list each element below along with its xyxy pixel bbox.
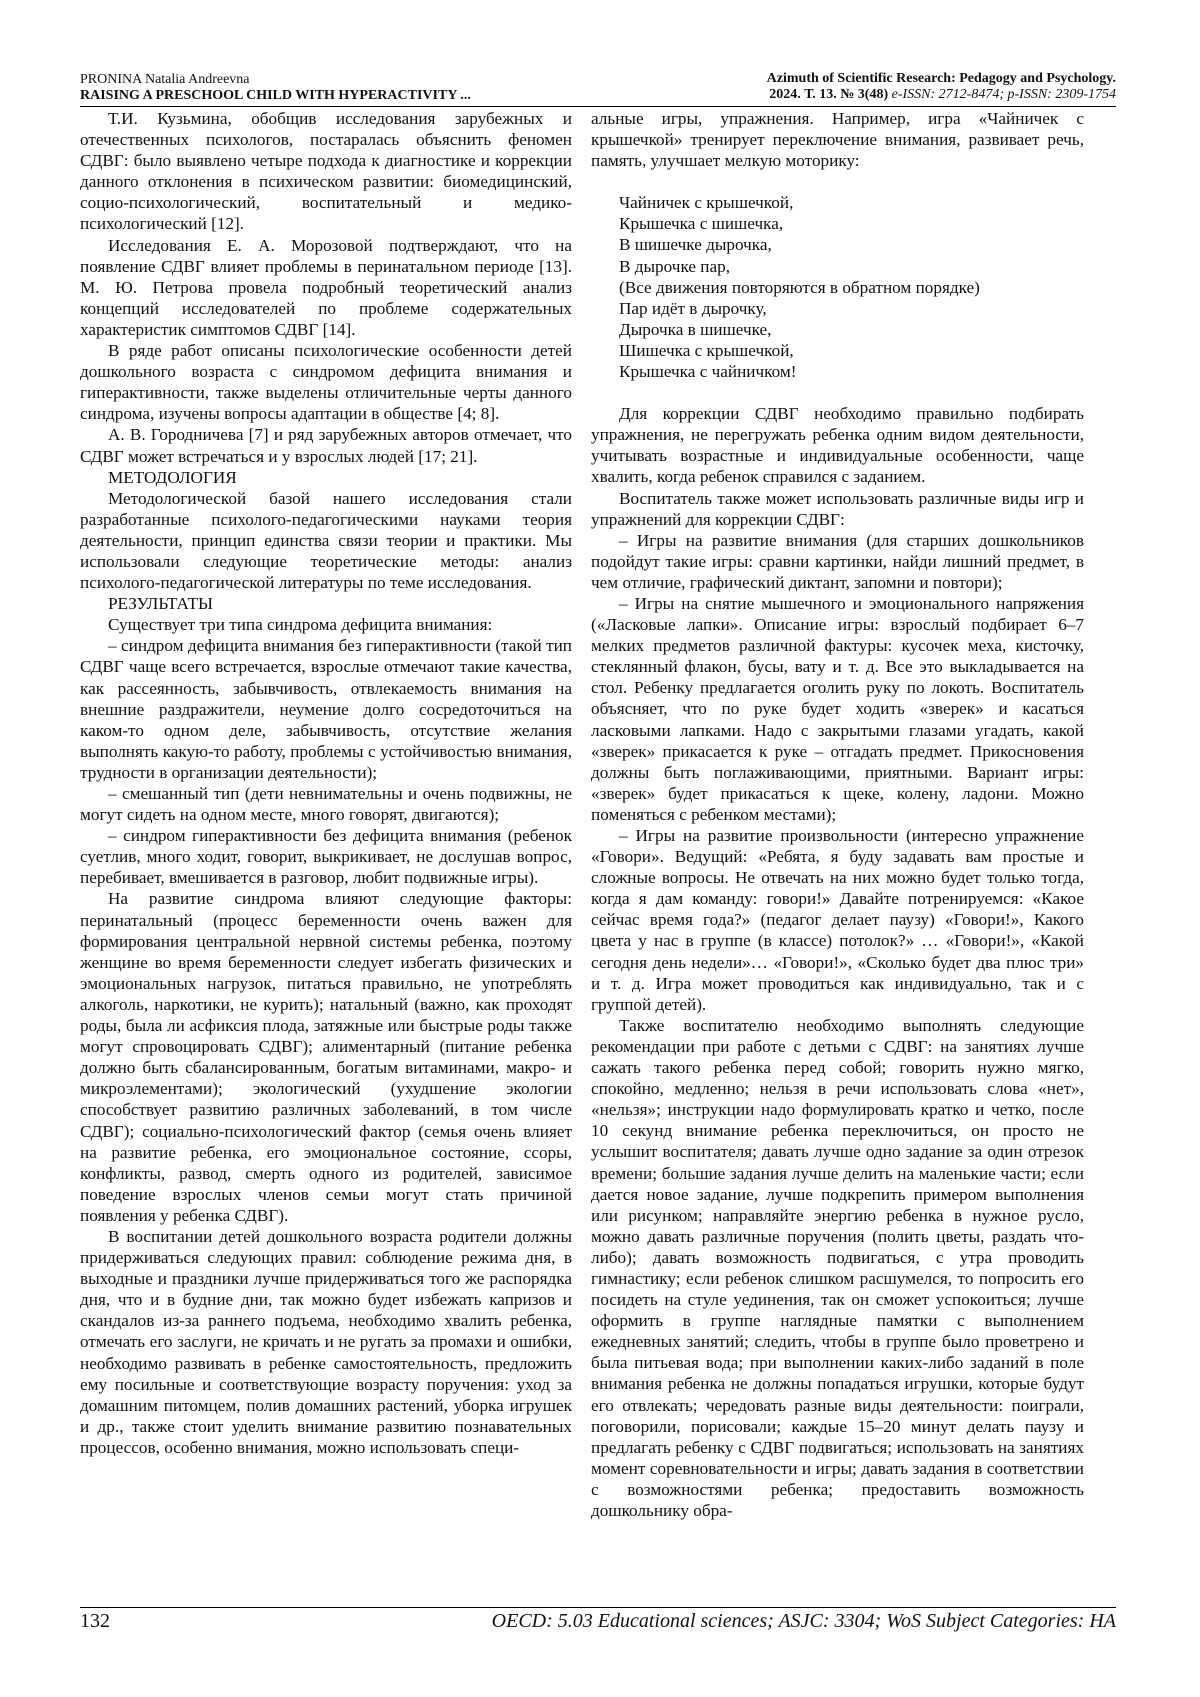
section-heading-results: РЕЗУЛЬТАТЫ — [108, 594, 213, 614]
footer-classification: OECD: 5.03 Educational sciences; ASJC: 3304; WoS Subject Categories: HA — [491, 1610, 1116, 1632]
poem-line: В дырочке пар, — [619, 256, 731, 276]
paragraph: В воспитании детей дошкольного возраста родители должны придерживаться следующих правил: соблюдение режима дня, в выходные и праздники лучше придерживаться того же распорядка дня, что и в будние дни, так можно будет избежать капризов и скандалов из-за раннего подъема, необходимо хвалить ребенка, отмечать его заслуги, не кричать и не ругать за промахи и ошибки, необходимо развивать в ребенке самостоятельность, предложить ему посильные и соответствующие возрасту поручения: уход за домашним питомцем, полив домашних растений, уборка игрушек и др., также стоит уделить внимание развитию познавательных процессов, особенно внимания, можно использовать специ- — [80, 1226, 572, 1457]
paragraph: альные игры, упражнения. Например, игра «Чайничек с крышечкой» тренирует переключение внимания, развивает речь, память, улучшает мелкую моторику: — [591, 109, 1084, 171]
page-number: 132 — [80, 1610, 110, 1632]
paragraph: На развитие синдрома влияют следующие факторы: перинатальный (процесс беременности очень важен для формирования центральной нервной системы ребенка, поэтому женщине во время беременности следует избегать физических и эмоциональных нагрузок, питаться правильно, не употреблять алкоголь, наркотики, не курить); натальный (важно, как проходят роды, была ли асфиксия плода, затяжные или быстрые роды также могут спровоцировать СДВГ); алиментарный (питание ребенка должно быть сбалансированным, богатым витаминами, макро- и микроэлементами); экологический (ухудшение экологии способствует развитию различных заболеваний, в том числе СДВГ); социально-психологический фактор (семья очень влияет на развитие ребенка, его эмоциональное состояние, ссоры, конфликты, развод, смерть одного из родителей, зависимое поведение взрослых членов семьи могут стать причиной появления у ребенка СДВГ). — [80, 889, 572, 1225]
running-header-right — [767, 71, 1116, 103]
paragraph: Воспитатель также может использовать различные виды игр и упражнений для коррекции СДВГ: — [591, 488, 1084, 529]
list-item: – Игры на снятие мышечного и эмоционального напряжения («Ласковые лапки». Описание игры: взрослый подбирает 6–7 мелких предметов различной фактуры: кусочек меха, кисточку, стеклянный флакон, бусы, вату и т. д. Все это выкладывается на стол. Ребенку предлагается оголить руку по локоть. Воспитатель объясняет, что по руке будет ходить «зверек» и касаться ласковыми лапками. Надо с закрытыми глазами угадать, какой «зверек» прикасается к руке – отгадать предмет. Прикосновения должны быть поглаживающими, приятными. Вариант игры: «зверек» будет прикасаться к щеке, колену, ладони. Можно поменяться с ребенком местами); — [591, 593, 1084, 824]
list-item: – смешанный тип (дети невнимательны и очень подвижны, не могут сидеть на одном месте, много говорят, двигаются); — [80, 784, 572, 825]
paragraph: Для коррекции СДВГ необходимо правильно подбирать упражнения, не перегружать ребенка одним видом деятельности, учитывать возрастные и индивидуальные особенности, чаще хвалить, когда ребенок справился с заданием. — [591, 404, 1084, 487]
section-heading-methodology: МЕТОДОЛОГИЯ — [108, 467, 237, 487]
poem-line: Крышечка с чайничком! — [619, 362, 797, 382]
header-rule — [80, 106, 1116, 107]
left-column — [80, 108, 572, 1458]
list-item: – синдром дефицита внимания без гиперактивности (такой тип СДВГ чаще всего встречается, взрослые отмечают такие качества, как рассеянность, забывчивость, отвлекаемость внимания на внешние раздражители, неумение долго сосредоточиться на каком-то одном деле, забывчивость, отсутствие желания выполнять какую-то работу, проблемы с устойчивостью внимания, трудности в организации деятельности); — [80, 636, 572, 782]
paragraph: Методологической базой нашего исследования стали разработанные психолого-педагогическими науками теория деятельности, принцип единства связи теории и практики. Мы использовали следующие теоретические методы: анализ психолого-педагогической литературы по теме исследования. — [80, 488, 572, 593]
right-column — [591, 108, 1084, 1521]
paragraph: А. В. Городничева [7] и ряд зарубежных авторов отмечает, что СДВГ может встречаться и у взрослых людей [17; 21]. — [80, 425, 572, 466]
poem-line: Шишечка с крышечкой, — [619, 340, 794, 360]
poem-line: В шишечке дырочка, — [619, 235, 772, 255]
list-item: – Игры на развитие произвольности (интересно упражнение «Говори». Ведущий: «Ребята, я буду задавать вам простые и сложные вопросы. Не отвечать на них можно будет только тогда, когда я дам команду: говори!» Давайте потренируемся: «Какое сейчас время года?» (педагог делает паузу) «Говори!», Какого цвета у нас в группе (в классе) потолок?» … «Говори!», «Какой сегодня день недели»… «Говори!», «Сколько будет два плюс три» и т. д. Игра может проводиться как индивидуально, так и с группой детей). — [591, 826, 1084, 1014]
poem — [619, 192, 1084, 382]
paragraph: Существует три типа синдрома дефицита внимания: — [108, 615, 493, 635]
header-issn: e-ISSN: 2712-8474; p-ISSN: 2309-1754 — [888, 87, 1116, 102]
running-header-left — [80, 72, 471, 104]
poem-line: Чайничек с крышечкой, — [619, 193, 794, 213]
paragraph: Также воспитателю необходимо выполнять следующие рекомендации при работе с детьми с СДВГ: на занятиях лучше сажать такого ребенка перед собой; говорить нужно мягко, спокойно, медленно; нельзя в речи использовать слова «нет», «нельзя»; инструкции надо формулировать кратко и четко, после 10 секунд внимание ребенка переключиться, он просто не услышит воспитателя; давать лучше одно задание за один отрезок времени; большие задания лучше делить на маленькие части; если дается новое задание, лучше подкрепить примером выполнения или рисунком; направляйте энергию ребенка в нужное русло, можно давать различные поручения (полить цветы, раздать что-либо); давать возможность подвигаться, с утра проводить гимнастику; если ребенок слишком расшумелся, то попросить его посидеть на стуле уединения, так он сможет успокоиться; лучше оформить в группе наглядные памятки с выполнением ежедневных занятий; следить, чтобы в группе было проветрено и была питьевая вода; при выполнении каких-либо заданий в поле внимания ребенка не должны попадаться игрушки, которые будут его отвлекать; чередовать разные виды деятельности: поиграли, поговорили, порисовали; каждые 15–20 минут делать паузу и предлагать ребенку с СДВГ подвигаться; использовать на занятиях момент соревновательности и игры; давать задания в соответствии с возможностями ребенка; предоставить возможность дошкольнику обра- — [591, 1015, 1084, 1520]
poem-line: Дырочка в шишечке, — [619, 319, 772, 339]
paragraph: В ряде работ описаны психологические особенности детей дошкольного возраста с синдромом дефицита внимания и гиперактивности, также выделены отличительные черты данного синдрома, изучены вопросы адаптации в обществе [4; 8]. — [80, 341, 572, 424]
paragraph: Т.И. Кузьмина, обобщив исследования зарубежных и отечественных психологов, постаралась объяснить феномен СДВГ: было выявлено четыре подхода к диагностике и коррекции данного отклонения в психическом развитии: биомедицинский, социо-психологический, воспитательный и медико-психологический [12]. — [80, 109, 572, 234]
header-issue: 2024. Т. 13. № 3(48) — [769, 87, 889, 102]
poem-line: (Все движения повторяются в обратном порядке) — [619, 277, 980, 297]
list-item: – Игры на развитие внимания (для старших дошкольников подойдут такие игры: сравни картинки, найди лишний предмет, в чем отличие, графический диктант, запомни и повтори); — [591, 530, 1084, 592]
header-article-title: RAISING A PRESCHOOL CHILD WITH HYPERACTIVITY ... — [80, 88, 471, 103]
footer-rule — [80, 1607, 1116, 1608]
poem-line: Пар идёт в дырочку, — [619, 298, 767, 318]
header-author: PRONINA Natalia Andreevna — [80, 72, 250, 87]
header-journal: Azimuth of Scientific Research: Pedagogy and Psychology. — [766, 71, 1116, 86]
paragraph: Исследования Е. А. Морозовой подтверждают, что на появление СДВГ влияет проблемы в перинатальном периоде [13]. М. Ю. Петрова провела подробный теоретический анализ концепций исследователей по проблеме содержательных характеристик симптомов СДВГ [14]. — [80, 235, 572, 339]
list-item: – синдром гиперактивности без дефицита внимания (ребенок суетлив, много ходит, говорит, выкрикивает, не дослушав вопрос, перебивает, вмешивается в разговор, любит подвижные игры). — [80, 826, 572, 888]
poem-line: Крышечка с шишечка, — [619, 214, 784, 234]
